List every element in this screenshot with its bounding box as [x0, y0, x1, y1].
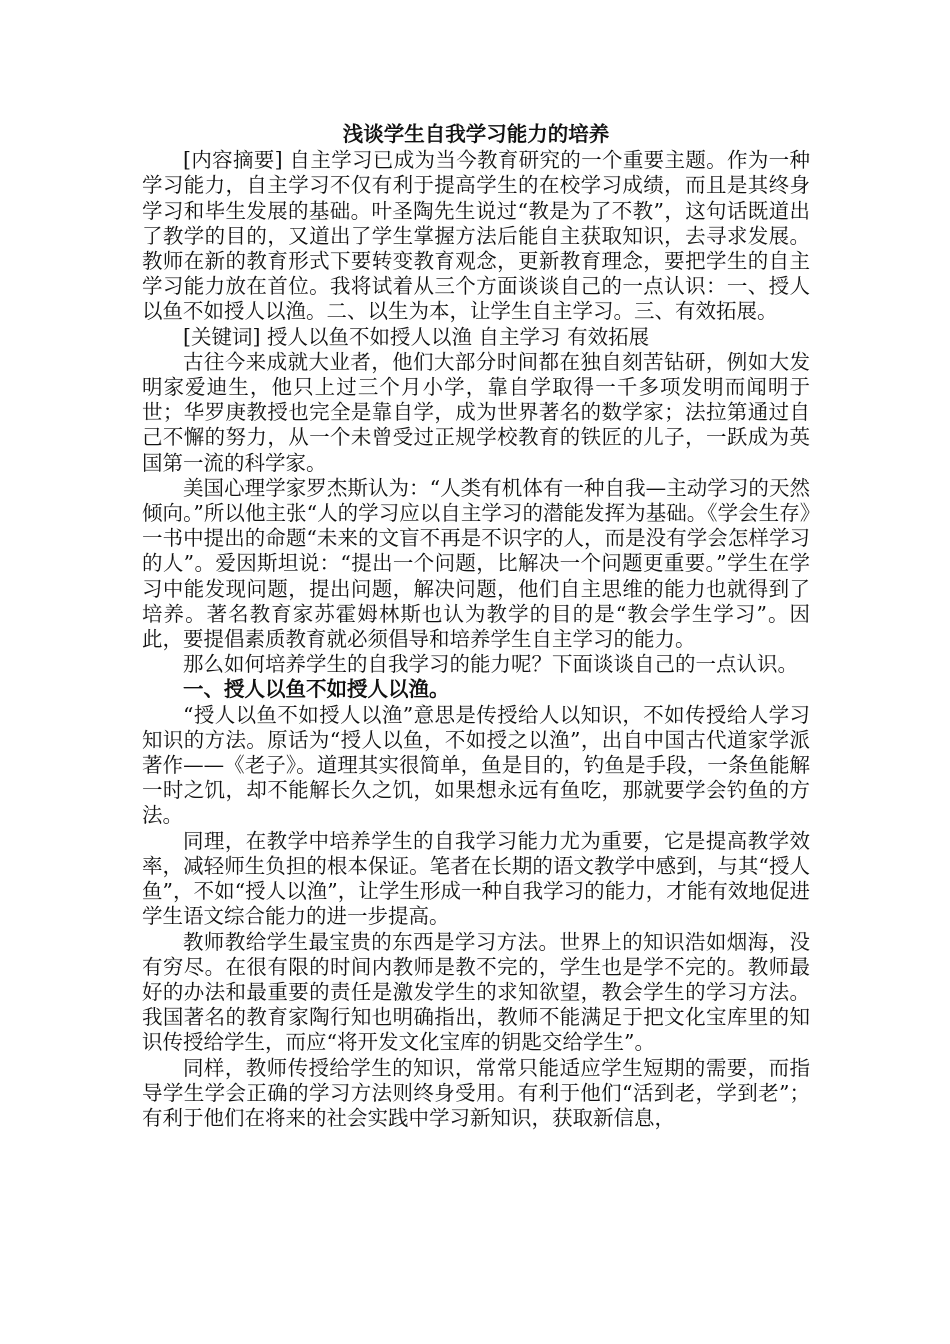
- document-title: 浅谈学生自我学习能力的培养: [342, 122, 610, 146]
- body-paragraph-1: 古往今来成就大业者，他们大部分时间都在独自刻苦钻研，例如大发明家爱迪生，他只上过三个月小学，靠自学取得一千多项发明而闻明于世；华罗庚教授也完全是靠自学，成为世界著名的数学家；法拉第通过自己不懈的努力，从一个未曾受过正规学校教育的铁匠的儿子，一跃成为英国第一流的科学家。: [142, 349, 810, 475]
- section-1-paragraph-4: 同样，教师传授给学生的知识，常常只能适应学生短期的需要，而指导学生学会正确的学习方法则终身受用。有利于他们“活到老，学到老”；有利于他们在将来的社会实践中学习新知识，获取新信息，: [142, 1055, 810, 1130]
- body-paragraph-2: 美国心理学家罗杰斯认为：“人类有机体有一种自我—主动学习的天然倾向。”所以他主张“人的学习应以自主学习的潜能发挥为基础。《学会生存》一书中提出的命题“未来的文盲不再是不识字的人，而是没有学会怎样学习的人”。爱因斯坦说：“提出一个问题，比解决一个问题更重要。”学生在学习中能发现问题，提出问题，解决问题，他们自主思维的能力也就得到了培养。著名教育家苏霍姆林斯也认为教学的目的是“教会学生学习”。因此，要提倡素质教育就必须倡导和培养学生自主学习的能力。: [142, 475, 810, 652]
- section-1-paragraph-3: 教师教给学生最宝贵的东西是学习方法。世界上的知识浩如烟海，没有穷尽。在很有限的时间内教师是教不完的，学生也是学不完的。教师最好的办法和最重要的责任是激发学生的求知欲望，教会学生的学习方法。我国著名的教育家陶行知也明确指出，教师不能满足于把文化宝库里的知识传授给学生，而应“将开发文化宝库的钥匙交给学生”。: [142, 929, 810, 1055]
- keywords-label: [关键词]: [183, 324, 261, 349]
- section-1-paragraph-2: 同理，在教学中培养学生的自我学习能力尤为重要，它是提高教学效率，减轻师生负担的根本保证。笔者在长期的语文教学中感到，与其“授人鱼”，不如“授人以渔”，让学生形成一种自我学习的能力，才能有效地促进学生语文综合能力的进一步提高。: [142, 828, 810, 929]
- section-1-paragraph-1: “授人以鱼不如授人以渔”意思是传授给人以知识，不如传授给人学习知识的方法。原话为“授人以鱼，不如授之以渔”，出自中国古代道家学派著作——《老子》。道理其实很简单，鱼是目的，钓鱼是手段，一条鱼能解一时之饥，却不能解长久之饥，如果想永远有鱼吃，那就要学会钓鱼的方法。: [142, 702, 810, 828]
- body-paragraph-3: 那么如何培养学生的自我学习的能力呢？下面谈谈自己的一点认识。: [183, 652, 798, 677]
- abstract-text: 自主学习已成为当今教育研究的一个重要主题。作为一种学习能力，自主学习不仅有利于提高学生的在校学习成绩，而且是其终身学习和毕生发展的基础。叶圣陶先生说过“教是为了不教”，这句话既道出了教学的目的，又道出了学生掌握方法后能自主获取知识，去寻求发展。教师在新的教育形式下要转变教育观念，更新教育理念，要把学生的自主学习能力放在首位。我将试着从三个方面谈谈自己的一点认识：一、授人以鱼不如授人以渔。二、以生为本，让学生自主学习。三、有效拓展。: [142, 148, 811, 324]
- keywords-text: 授人以鱼不如授人以渔 自主学习 有效拓展: [267, 324, 650, 349]
- abstract-label: [内容摘要]: [183, 148, 283, 173]
- abstract-paragraph: [142, 148, 810, 324]
- keywords-paragraph: [142, 325, 810, 350]
- section-1-heading: 一、授人以鱼不如授人以渔。: [183, 677, 450, 702]
- document-body: [142, 122, 810, 1131]
